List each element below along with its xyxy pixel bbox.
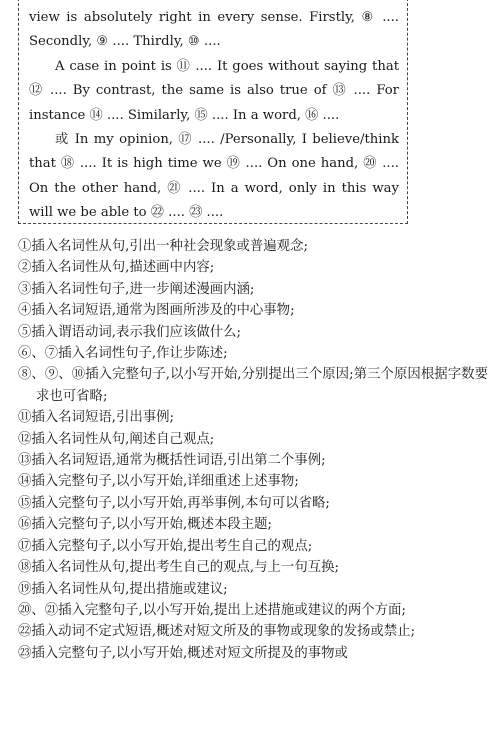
list-item: ⑰插入完整句子,以小写开始,提出考生自己的观点;	[18, 538, 313, 554]
list-item: ⑤插入谓语动词,表示我们应该做什么;	[18, 324, 242, 340]
passage-paragraph-1: view is absolutely right in every sense. Firstly, ⑧ .... Secondly, ⑨ .... Thirdly, ⑩ ....	[29, 10, 399, 50]
list-item: ⑳、㉑插入完整句子,以小写开始,提出上述措施或建议的两个方面;	[18, 602, 406, 618]
list-item: ⑯插入完整句子,以小写开始,概述本段主题;	[18, 517, 273, 533]
list-item: ⑫插入名词性从句,阐述自己观点;	[18, 431, 215, 447]
list-item: ⑲插入名词性从句,提出措施或建议;	[18, 581, 228, 597]
list-item: ㉓插入完整句子,以小写开始,概述对短文所提及的事物或	[18, 645, 348, 661]
list-item: ⑭插入完整句子,以小写开始,详细重述上述事物;	[18, 474, 299, 490]
list-item: ⑧、⑨、⑩插入完整句子,以小写开始,分别提出三个原因;第三个原因根据字数要求也可省略;	[18, 367, 488, 404]
list-item: ⑮插入完整句子,以小写开始,再举事例,本句可以省略;	[18, 495, 330, 511]
template-passage-box	[18, 0, 408, 224]
list-item: ⑬插入名词短语,通常为概括性词语,引出第二个事例;	[18, 453, 326, 469]
passage-paragraph-2: A case in point is ⑪ .... It goes without saying that ⑫ .... By contrast, the same is also true of ⑬ .... For instance ⑭ .... Similarly, ⑮ .... In a word, ⑯ ....	[29, 58, 399, 123]
passage-paragraph-3: 或 In my opinion, ⑰ .... /Personally, I believe/think that ⑱ .... It is high time we ⑲ .... On one hand, ⑳ .... On the other hand, ㉑ .... In a word, only in this way will we be able to ㉒ .... ㉓ ....	[29, 132, 399, 221]
list-item: ⑥、⑦插入名词性句子,作让步陈述;	[18, 346, 228, 362]
list-item: ⑱插入名词性从句,提出考生自己的观点,与上一句互换;	[18, 560, 340, 576]
list-item: ㉒插入动词不定式短语,概述对短文所及的事物或现象的发扬或禁止;	[18, 624, 416, 640]
list-item: ②插入名词性从句,描述画中内容;	[18, 260, 215, 276]
annotation-list	[18, 236, 488, 664]
list-item: ⑪插入名词短语,引出事例;	[18, 410, 175, 426]
list-item: ①插入名词性从句,引出一种社会现象或普遍观念;	[18, 239, 308, 254]
list-item: ③插入名词性句子,进一步阐述漫画内涵;	[18, 281, 255, 297]
list-item: ④插入名词短语,通常为图画所涉及的中心事物;	[18, 303, 295, 319]
